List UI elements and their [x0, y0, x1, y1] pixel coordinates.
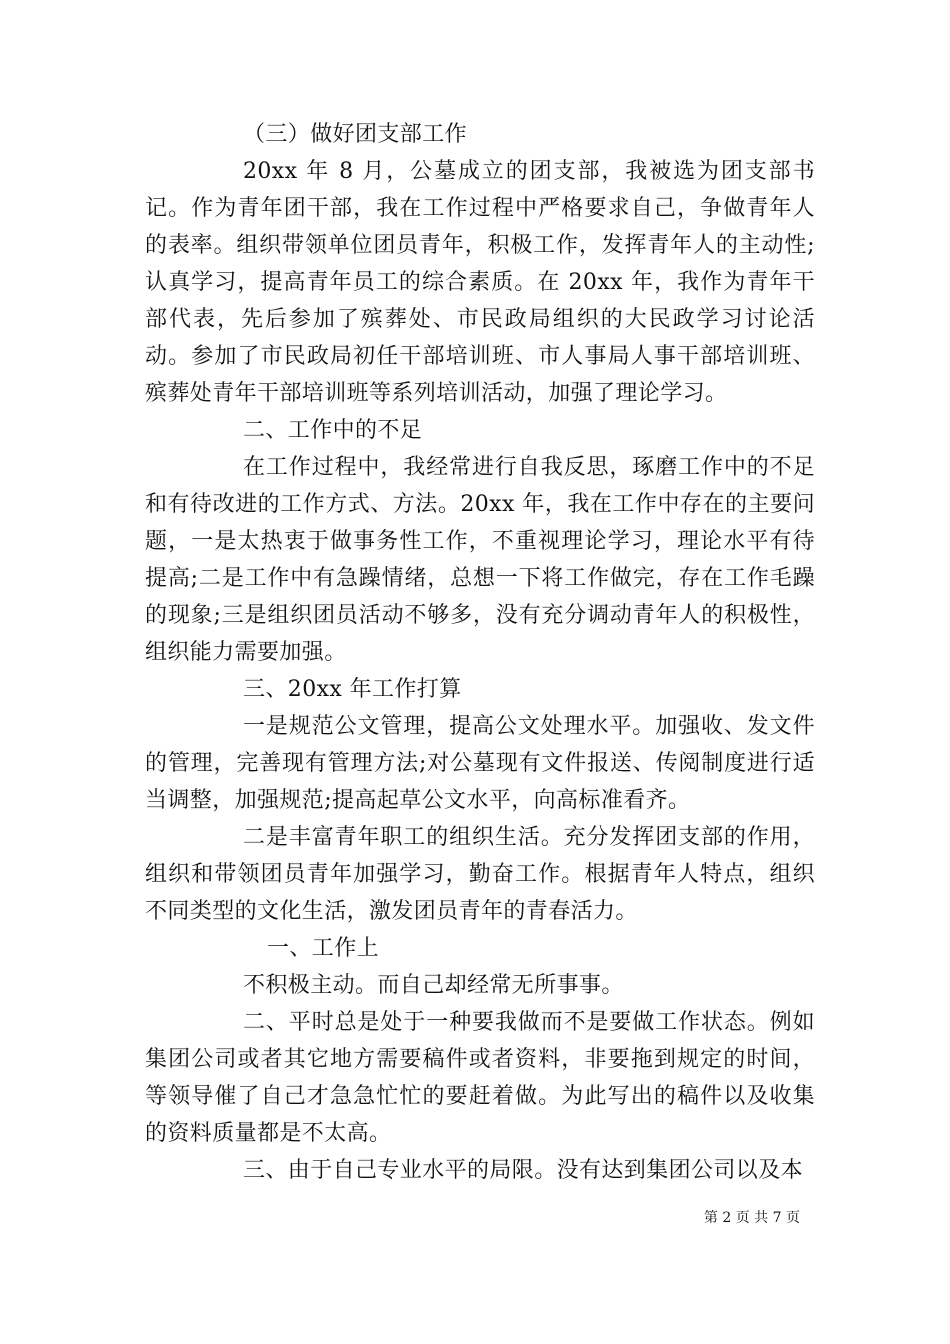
paragraph-not-proactive: 不积极主动。而自己却经常无所事事。 [243, 973, 624, 998]
heading-work-attitude: 一、工作上 [267, 936, 380, 961]
document-body [145, 116, 815, 1189]
heading-shortcomings: 二、工作中的不足 [243, 418, 423, 443]
paragraph-shortcomings: 在工作过程中，我经常进行自我反思，琢磨工作中的不足和有待改进的工作方式、方法。20xx 年，我在工作中存在的主要问题，一是太热衷于做事务性工作，不重视理论学习，理论水平有待提高;二是工作中有急躁情绪，总想一下将工作做完，存在工作毛躁的现象;三是组织团员活动不够多，没有充分调动青年人的积极性，组织能力需要加强。 [145, 455, 815, 665]
paragraph-professional-level: 三、由于自己专业水平的局限。没有达到集团公司以及本 [243, 1158, 804, 1183]
paragraph-league-branch: 20xx 年 8 月，公墓成立的团支部，我被选为团支部书记。作为青年团干部，我在工作过程中严格要求自己，争做青年人的表率。组织带领单位团员青年，积极工作，发挥青年人的主动性;认真学习，提高青年员工的综合素质。在 20xx 年，我作为青年干部代表，先后参加了殡葬处、市民政局组织的大民政学习讨论活动。参加了市民政局初任干部培训班、市人事局人事干部培训班、殡葬处青年干部培训班等系列培训活动，加强了理论学习。 [145, 159, 815, 406]
paragraph-plan-one: 一是规范公文管理，提高公文处理水平。加强收、发文件的管理，完善现有管理方法;对公墓现有文件报送、传阅制度进行适当调整，加强规范;提高起草公文水平，向高标准看齐。 [145, 714, 815, 813]
paragraph-work-state: 二、平时总是处于一种要我做而不是要做工作状态。例如集团公司或者其它地方需要稿件或者资料，非要拖到规定的时间，等领导催了自己才急急忙忙的要赶着做。为此写出的稿件以及收集的资料质量都是不太高。 [145, 1010, 815, 1146]
subheading-league-branch: （三）做好团支部工作 [243, 122, 468, 147]
page-number-footer: 第 2 页 共 7 页 [703, 1210, 800, 1226]
paragraph-plan-two: 二是丰富青年职工的组织生活。充分发挥团支部的作用，组织和带领团员青年加强学习，勤奋工作。根据青年人特点，组织不同类型的文化生活，激发团员青年的青春活力。 [145, 825, 815, 924]
heading-work-plan: 三、20xx 年工作打算 [243, 677, 462, 702]
